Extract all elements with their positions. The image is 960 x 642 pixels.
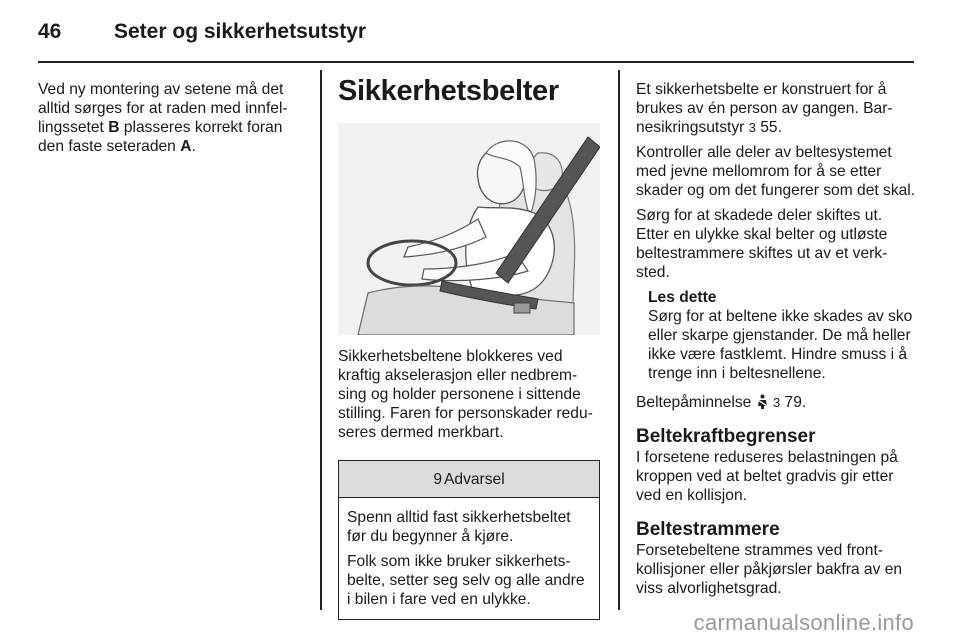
seat-row-b-label: B — [108, 119, 120, 136]
text-run: plasseres korrekt foran den faste seteraden — [38, 119, 283, 155]
warning-paragraph-2: Folk som ikke bruker sikkerhets-belte, setter seg selv og alle andre i bilen i fare ved en ulykke. — [347, 553, 585, 608]
page-reference-arrow-icon: 3 — [772, 395, 781, 410]
belt-usage-paragraph — [636, 80, 916, 137]
warning-box — [338, 460, 600, 620]
note-text: Sørg for at beltene ikke skades av sko eller skarpe gjenstander. De må heller ikke være fastklemt. Hindre smuss i å trenge inn i beltesnellene. — [648, 308, 913, 382]
warning-body — [339, 498, 599, 619]
text-run: 79. — [780, 394, 807, 411]
text-run: Beltepåminnelse — [636, 394, 756, 411]
note-title: Les dette — [648, 289, 717, 306]
text-run: 55. — [755, 119, 782, 136]
text-run: Ved ny montering av setene må det alltid sørges for at raden med innfel-lingssetet — [38, 81, 288, 136]
warning-title: Advarsel — [444, 470, 505, 488]
text-run: Et sikkerhetsbelte er konstruert for å brukes av én person av gangen. Bar-nesikringsutstyr — [636, 81, 893, 136]
belt-force-limiter-heading: Beltekraftbegrenser — [636, 426, 816, 447]
text-run: . — [191, 138, 196, 155]
seat-mounting-paragraph — [38, 80, 300, 156]
seatbelt-illustration — [338, 123, 600, 335]
column-middle — [338, 73, 603, 620]
page-reference-arrow-icon: 3 — [748, 120, 756, 135]
belt-force-limiter-paragraph: I forsetene reduseres belastningen på kroppen ved at beltet gradvis gir etter ved en kollisjon. — [636, 449, 898, 504]
seatbelt-intro-paragraph: Sikkerhetsbeltene blokkeres ved kraftig akselerasjon eller nedbrem-sing og holder personene i sittende stilling. Faren for personskader redu-seres dermed merkbart. — [338, 348, 593, 441]
replacement-paragraph: Sørg for at skadede deler skiftes ut. Etter en ulykke skal belter og utløste beltestrammere skiftes ut av et verk-sted. — [636, 207, 888, 281]
page-number: 46 — [38, 20, 62, 43]
watermark: carmanualsonline.info — [693, 610, 914, 635]
warning-paragraph-1: Spenn alltid fast sikkerhetsbeltet før du begynner å kjøre. — [347, 509, 571, 545]
inspection-paragraph: Kontroller alle deler av beltesystemet med jevne mellomrom for å se etter skader og om det fungerer som det skal. — [636, 144, 916, 199]
seatbelt-reminder-icon — [756, 394, 769, 409]
seat-row-a-label: A — [180, 138, 192, 155]
column-left — [38, 80, 300, 162]
warning-triangle-icon: 9 — [433, 470, 442, 488]
header-divider — [38, 61, 914, 63]
page-header — [38, 12, 366, 52]
belt-pretensioner-heading: Beltestrammere — [636, 519, 780, 540]
chapter-heading: Sikkerhetsbelter — [338, 75, 559, 107]
note-box — [648, 288, 916, 383]
belt-pretensioner-paragraph: Forsetebeltene strammes ved front-kollisjoner eller påkjørsler bakfra av en viss alvorlighetsgrad. — [636, 542, 903, 597]
section-title: Seter og sikkerhetsutstyr — [114, 20, 367, 43]
column-divider-left — [320, 70, 322, 610]
column-divider-right — [618, 70, 620, 610]
column-right — [636, 80, 916, 604]
belt-reminder-paragraph — [636, 393, 916, 412]
warning-header — [339, 461, 599, 498]
